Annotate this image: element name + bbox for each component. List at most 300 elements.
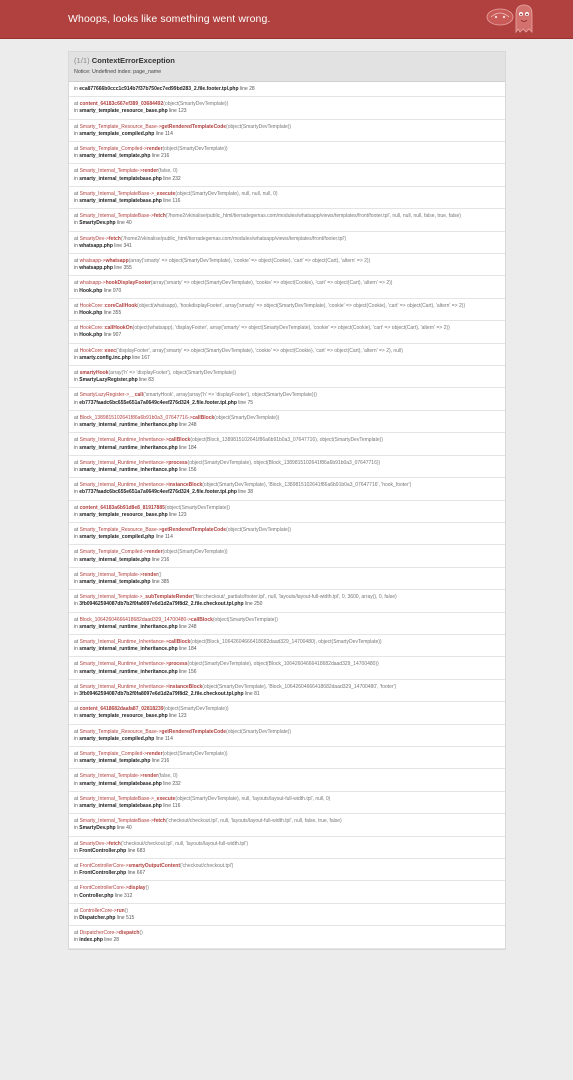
frame-method: fetch [108,840,121,847]
frame-method: fetch [108,235,121,242]
frame-file: FrontController.php [79,847,127,854]
frame-call [74,885,500,892]
frame-class: Block_10642604666418682daad329_14700480-> [79,616,191,623]
frame-method: display [128,885,146,892]
frame-line: line 667 [126,870,146,877]
stack-frame [69,209,505,231]
error-header-bar [0,0,573,39]
frame-call [74,751,500,758]
frame-location [74,736,500,743]
frame-call [74,617,500,624]
frame-args: ('checkout/checkout.tpl', null, 'layouts/layout-full-width.tpl') [120,840,249,847]
frame-call [74,863,500,870]
frame-line: line 28 [238,86,255,92]
frame-method: _subTemplateRender [142,594,193,601]
frame-line: line 156 [177,466,197,473]
frame-method: _execute [153,795,176,802]
frame-class: whatsapp-> [79,280,106,287]
frame-call [74,168,500,175]
frame-at-label: at [74,146,80,153]
frame-file: whatsapp.php [79,242,113,249]
frame-at-label: at [74,863,80,870]
frame-line: line 232 [161,780,181,787]
frame-call [74,661,500,668]
frame-line: line 81 [243,690,260,697]
frame-line: line 40 [115,825,132,832]
frame-in-label: in [74,511,80,518]
frame-call [74,684,500,691]
frame-call [74,146,500,153]
frame-method: coreCallHook [104,302,138,309]
stack-frame [69,321,505,343]
frame-class: HookCore:: [79,302,105,309]
frame-location [74,848,500,855]
frame-at-label: at [74,437,80,444]
frame-location [74,467,500,474]
frame-at-label: at [74,616,80,623]
stack-frame [69,725,505,747]
frame-args: (object(SmartyDevTemplate)) [162,146,228,153]
frame-at-label: at [74,504,80,511]
frame-location [74,131,500,138]
frame-class: Smarty_Template_Compiled-> [79,750,147,757]
exception-header [69,52,505,82]
frame-in-label: in [74,534,80,541]
frame-line: line 312 [113,892,133,899]
frame-args: () [124,907,129,914]
frame-method: render [142,571,159,578]
frame-in-label: in [74,735,80,742]
frame-line: line 114 [154,735,173,742]
frame-call [74,639,500,646]
frame-at-label: at [74,706,80,713]
frame-at-label: at [74,885,80,892]
frame-args: ('checkout/checkout.tpl', null, 'layouts/layout-full-width.tpl', null, false, true, false) [165,818,342,825]
frame-call [74,325,500,332]
frame-file: smarty_template_compiled.php [79,735,155,742]
frame-call [74,930,500,937]
frame-line: line 123 [167,713,187,720]
stack-trace [69,82,505,949]
frame-file: smarty_internal_template.php [79,578,151,585]
frame-class: Smarty_Internal_Runtime_Inheritance-> [79,459,169,466]
frame-file: smarty_internal_template.php [79,556,151,563]
frame-at-label: at [74,594,80,601]
frame-class: Smarty_Internal_Runtime_Inheritance-> [79,661,169,668]
frame-class: HookCore:: [79,347,105,354]
frame-method: instanceBlock [168,683,203,690]
frame-class: Smarty_Template_Compiled-> [79,549,147,556]
frame-args: () [158,571,162,578]
frame-location [74,803,500,810]
stack-frame [69,142,505,164]
stack-frame [69,747,505,769]
frame-call [74,594,500,601]
frame-location [74,669,500,676]
frame-call [74,482,500,489]
frame-args: (object(SmartyDevTemplate), null, 'layouts/layout-full-width.tpl', null, 0) [175,795,331,802]
frame-call [74,280,500,287]
frame-class: Smarty_Template_Compiled-> [79,146,147,153]
frame-file: smarty_internal_templatebase.php [79,175,162,182]
frame-file: smarty_internal_runtime_inheritance.php [79,646,178,653]
frame-at-label: at [74,795,80,802]
frame-in-label: in [74,825,80,832]
stack-frame [69,97,505,119]
frame-method: getRenderedTemplateCode [161,728,227,735]
frame-at-label: at [74,818,80,825]
frame-line: line 184 [177,444,197,451]
frame-in-label: in [74,713,80,720]
frame-method: smartyHook [79,370,109,377]
frame-method: getRenderedTemplateCode [161,123,227,130]
frame-in-label: in [74,489,80,496]
frame-method: exec [104,347,116,354]
prestashop-logo [485,5,515,29]
frame-file: FrontController.php [79,870,127,877]
frame-method: whatsapp [105,258,129,265]
stack-frame [69,501,505,523]
frame-args: ('/home2/vkinalise/public_html/tierradegemas.com/modules/whatsapp/views/templates/front/footer.tpl') [120,235,347,242]
stack-frame [69,120,505,142]
stack-frame [69,926,505,948]
frame-file: SmartyLazyRegister.php [79,377,138,384]
exception-panel [68,51,506,950]
frame-line: line 114 [154,130,173,137]
frame-method: __call [129,392,144,399]
frame-file: smarty_internal_runtime_inheritance.php [79,466,178,473]
frame-args: (object(SmartyDevTemplate)) [164,504,230,511]
frame-args: () [145,885,149,892]
frame-in-label: in [74,287,80,294]
frame-line: line 248 [177,623,197,630]
frame-class: DispatcherCore-> [79,930,119,937]
frame-location [74,489,500,496]
frame-in-label: in [74,175,80,182]
frame-location [74,377,500,384]
frame-in-label: in [74,422,80,429]
frame-location [74,870,500,877]
frame-method: run [116,907,125,914]
frame-method: fetch [153,818,166,825]
frame-class: Smarty_Internal_Template-> [79,168,143,175]
frame-file: smarty_template_resource_base.php [79,511,168,518]
frame-in-label: in [74,578,80,585]
frame-file: smarty_template_resource_base.php [79,713,168,720]
frame-line: line 75 [236,399,254,406]
frame-line: line 123 [167,511,187,518]
frame-args: (object(SmartyDevTemplate)) [162,750,228,757]
frame-method: render [142,773,159,780]
frame-file: eb7737faadc6bc655e651a7a0649c4eef276d324_2.file.footer.tpl.php [79,399,237,406]
frame-in-label: in [74,86,80,92]
frame-class: ControllerCore-> [79,907,117,914]
frame-args: (object(SmartyDevTemplate)) [226,728,292,735]
stack-frame [69,859,505,881]
frame-location [74,400,500,407]
frame-line: line 970 [102,287,122,294]
frame-class: FrontControllerCore-> [79,885,129,892]
frame-call [74,236,500,243]
frame-file: 3fb09462594087db7b2f0fa8097e6d1d2a79f8d2_2.file.checkout.tpl.php [79,601,244,608]
frame-file: index.php [79,937,103,944]
frame-file: smarty_internal_runtime_inheritance.php [79,623,178,630]
frame-location [74,624,500,631]
frame-location [74,198,500,205]
frame-in-label: in [74,399,80,406]
frame-file: smarty.config.inc.php [79,354,131,361]
frame-line: line 250 [243,601,263,608]
frame-method: hookDisplayFooter [105,280,151,287]
frame-at-label: at [74,930,80,937]
frame-at-label: at [74,549,80,556]
error-heading: Whoops, looks like something went wrong. [68,13,271,25]
frame-at-label: at [74,258,80,265]
frame-method: render [146,146,163,153]
stack-frame [69,635,505,657]
frame-in-label: in [74,892,80,899]
frame-method: instanceBlock [168,482,203,489]
frame-in-label: in [74,870,80,877]
frame-in-label: in [74,803,80,809]
frame-call [74,124,500,131]
frame-location [74,758,500,765]
frame-method: process [168,661,188,668]
frame-location [74,288,500,295]
frame-file: Dispatcher.php [79,915,116,922]
frame-args: (object(SmartyDevTemplate)) [163,101,229,108]
frame-file: smarty_internal_runtime_inheritance.php [79,444,178,451]
frame-method: content_6418682daafa87_02818239 [79,706,164,713]
frame-args: (object(SmartyDevTemplate), 'Block_10642604666418682daad329_14700480', 'footer') [202,683,397,690]
frame-call [74,908,500,915]
frame-location [74,601,500,608]
frame-method: getRenderedTemplateCode [161,526,227,533]
frame-at-label: at [74,213,80,220]
frame-at-label: at [74,235,80,242]
frame-class: SmartyLazyRegister-> [79,392,130,399]
frame-in-label: in [74,444,80,451]
frame-call [74,370,500,377]
frame-call [74,191,500,198]
frame-call [74,841,500,848]
frame-args: (object(SmartyDevTemplate)) [214,414,280,421]
frame-class: whatsapp-> [79,258,106,265]
frame-location [74,646,500,653]
frame-location [74,355,500,362]
frame-line: line 38 [236,489,254,496]
stack-frame [69,523,505,545]
frame-call [74,303,500,310]
frame-in-label: in [74,265,80,272]
stack-frame [69,545,505,567]
stack-frame [69,299,505,321]
frame-line: line 232 [161,175,181,182]
frame-at-label: at [74,101,80,108]
frame-call [74,348,500,355]
frame-in-label: in [74,646,80,653]
frame-location [74,243,500,250]
frame-in-label: in [74,690,80,697]
frame-line: line 167 [130,354,150,361]
frame-class: FrontControllerCore-> [79,863,129,870]
frame-at-label: at [74,414,80,421]
stack-frame [69,366,505,388]
frame-args: (object(SmartyDevTemplate)) [212,616,278,623]
frame-at-label: at [74,302,80,309]
frame-file: SmartyDev.php [79,825,116,832]
frame-line: line 216 [150,758,170,765]
frame-in-label: in [74,780,80,787]
frame-in-label: in [74,108,80,115]
frame-in-label: in [74,130,80,137]
frame-method: callBlock [190,616,213,623]
frame-line: line 683 [126,847,146,854]
frame-location [74,534,500,541]
frame-file: smarty_internal_runtime_inheritance.php [79,668,178,675]
frame-file: whatsapp.php [79,265,113,272]
frame-file: smarty_template_compiled.php [79,534,155,541]
frame-call [74,258,500,265]
frame-in-label: in [74,354,80,361]
frame-at-label: at [74,123,80,130]
frame-class: Smarty_Internal_Template-> [79,571,143,578]
frame-location [74,422,500,429]
frame-location [74,937,500,944]
frame-line: line 385 [150,578,170,585]
frame-args: (false, 0) [158,773,178,780]
frame-args: (object(SmartyDevTemplate)) [226,526,292,533]
frame-method: callBlock [168,437,191,444]
frame-in-label: in [74,332,80,339]
frame-args: ('file:checkout/_partials/footer.tpl', null, 'layouts/layout-full-width.tpl', 0, 3600, array(), 0, false) [193,594,397,601]
frame-at-label: at [74,728,80,735]
frame-class: Block_1389815102641f86a6b91b0a3_07647716-> [79,414,193,421]
frame-file: smarty_internal_templatebase.php [79,803,162,809]
frame-location [74,153,500,160]
frame-class: Smarty_Internal_TemplateBase-> [79,190,154,197]
frame-args: (array('h' => 'displayFooter'), object(SmartyDevTemplate)) [108,370,237,377]
frame-file: Hook.php [79,287,103,294]
frame-args: ('displayFooter', array('smarty' => object(SmartyDevTemplate), 'cookie' => object(Cookie), 'cart' => object(Cart), 'altern' => 2), null) [115,347,403,354]
frame-method: callHookOn [104,325,133,332]
frame-file: smarty_internal_runtime_inheritance.php [79,422,178,429]
frame-file: smarty_internal_template.php [79,153,151,160]
stack-frame [69,904,505,926]
frame-at-label: at [74,840,80,847]
frame-line: line 114 [154,534,173,541]
frame-file: smarty_internal_templatebase.php [79,198,162,205]
frame-location [74,310,500,317]
frame-args: (array('smarty' => object(SmartyDevTemplate), 'cookie' => object(Cookie), 'cart' => object(Cart), 'altern' => 2)) [128,258,371,265]
frame-call [74,415,500,422]
frame-class: Smarty_Internal_Runtime_Inheritance-> [79,482,169,489]
frame-call [74,729,500,736]
stack-frame [69,680,505,702]
frame-location [74,915,500,922]
frame-location [74,781,500,788]
frame-call [74,818,500,825]
frame-at-label: at [74,190,80,197]
frame-in-label: in [74,242,80,249]
frame-args: (object(whatsapp), 'hookdisplayFooter', array('smarty' => object(SmartyDevTemplate), 'cookie' => object(Cookie), 'cart' => object(Cart), 'altern' => 2)) [137,302,466,309]
frame-call [74,101,500,108]
frame-at-label: at [74,459,80,466]
frame-class: Smarty_Template_Resource_Base-> [79,526,162,533]
stack-frame [69,478,505,500]
stack-frame [69,82,505,97]
stack-frame [69,164,505,186]
stack-frame [69,702,505,724]
frame-line: line 116 [161,803,181,809]
frame-method: process [168,459,188,466]
frame-class: Smarty_Template_Resource_Base-> [79,728,162,735]
frame-at-label: at [74,482,80,489]
frame-location [74,86,500,93]
frame-class: Smarty_Internal_Runtime_Inheritance-> [79,638,169,645]
stack-frame [69,276,505,298]
frame-call [74,796,500,803]
stack-frame [69,388,505,410]
frame-args: (object(whatsapp), 'displayFooter', array('smarty' => object(SmartyDevTemplate), 'cookie' => object(Cookie), 'cart' => object(Cart), 'altern' => 2)) [132,325,450,332]
frame-class: SmartyDev-> [79,235,109,242]
frame-line: line 156 [177,668,197,675]
frame-in-label: in [74,915,80,922]
stack-frame [69,881,505,903]
stack-frame [69,411,505,433]
frame-at-label: at [74,325,80,332]
frame-args: (object(Block_10642604666418682daad329_14700480), object(SmartyDevTemplate)) [190,638,382,645]
frame-method: content_64183a6b91d8e8_81917885 [79,504,165,511]
frame-line: line 40 [115,220,132,227]
frame-at-label: at [74,392,80,399]
frame-method: dispatch [118,930,140,937]
frame-at-label: at [74,638,80,645]
frame-line: line 116 [161,198,181,205]
stack-frame [69,344,505,366]
frame-class: HookCore:: [79,325,105,332]
frame-at-label: at [74,773,80,780]
frame-line: line 907 [102,332,122,339]
frame-file: Controller.php [79,892,114,899]
frame-location [74,265,500,272]
frame-args: (object(SmartyDevTemplate)) [162,549,228,556]
frame-call [74,549,500,556]
frame-call [74,505,500,512]
frame-at-label: at [74,347,80,354]
frame-line: line 248 [177,422,197,429]
frame-args: ('checkout/checkout.tpl') [180,863,234,870]
frame-at-label: at [74,907,80,914]
frame-location [74,825,500,832]
frame-class: SmartyDev-> [79,840,109,847]
frame-line: line 123 [167,108,187,115]
stack-frame [69,254,505,276]
frame-args: (object(SmartyDevTemplate)) [163,706,229,713]
frame-line: line 341 [112,242,132,249]
stack-frame [69,590,505,612]
frame-file: Hook.php [79,310,103,317]
frame-file: eb7737faadc6bc655e651a7a0649c4eef276d324_2.file.footer.tpl.php [79,489,237,496]
frame-in-label: in [74,556,80,563]
stack-frame [69,814,505,836]
frame-args: (array('smarty' => object(SmartyDevTemplate), 'cookie' => object(Cookie), 'cart' => object(Cart), 'altern' => 2)) [150,280,393,287]
frame-file: Hook.php [79,332,103,339]
frame-method: _execute [153,190,176,197]
frame-args: (object(SmartyDevTemplate)) [226,123,292,130]
frame-at-label: at [74,168,80,175]
frame-call [74,527,500,534]
